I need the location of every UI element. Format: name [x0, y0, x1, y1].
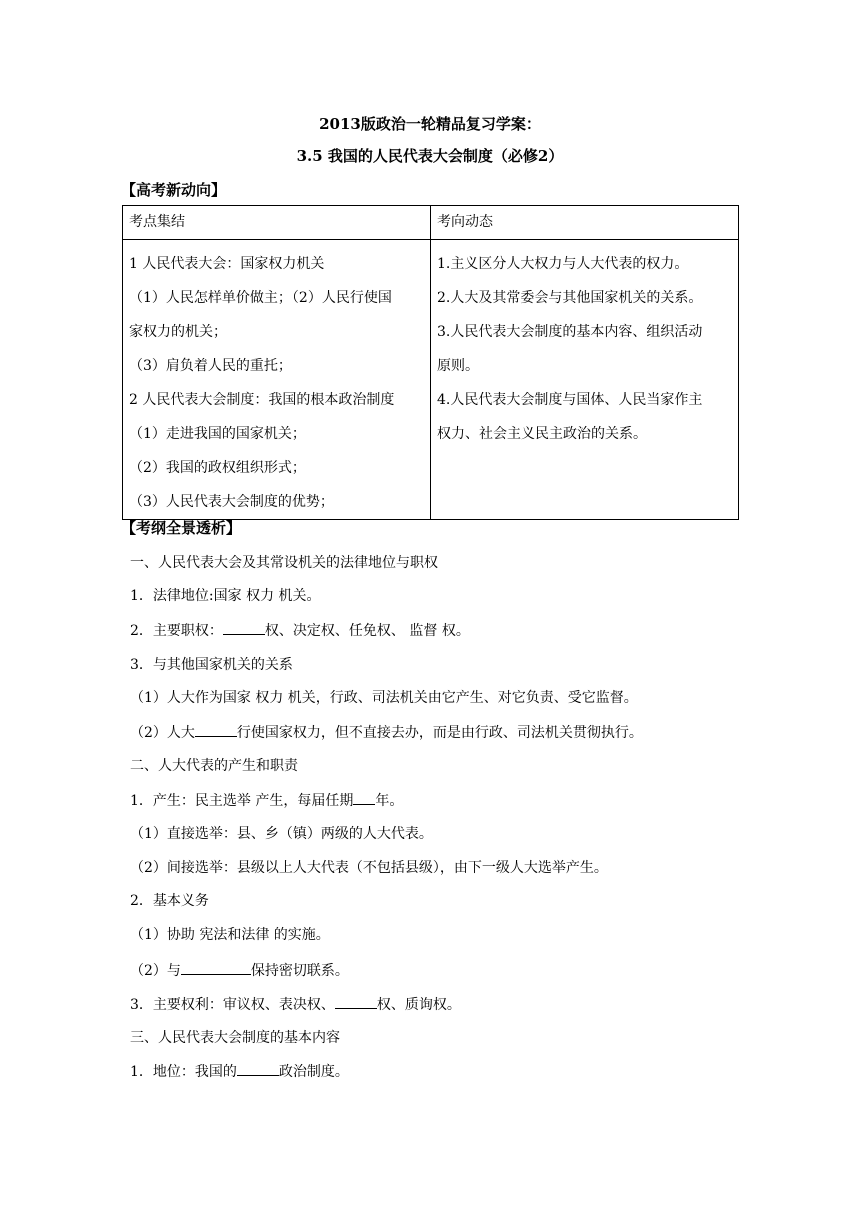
fill-blank[interactable]: [223, 620, 265, 635]
text-fragment: 行使国家权力，但不直接去办，而是由行政、司法机关贯彻执行。: [236, 725, 643, 741]
document-subtitle: 3.5 我国的人民代表大会制度（必修2）: [296, 147, 564, 165]
body-line: [130, 790, 403, 811]
fill-blank[interactable]: [181, 960, 251, 975]
table-body-row: [123, 240, 739, 520]
text-fragment: 权、决定权、任免权、 监督 权。: [264, 623, 470, 639]
table-header-row: [123, 206, 739, 240]
heading-line: 一、人民代表大会及其常设机关的法律地位与职权: [130, 555, 438, 571]
body-line: （1）协助 宪法和法律 的实施。: [130, 927, 330, 943]
trend-line: 4.人民代表大会制度与国体、人民当家作主: [437, 392, 703, 408]
text-fragment: 权、质询权。: [376, 997, 461, 1013]
table-header-points: 考点集结: [123, 206, 431, 240]
text-fragment: 年。: [375, 793, 404, 809]
point-line: （3）肩负着人民的重托；: [129, 358, 292, 374]
table-header-trends: 考向动态: [431, 206, 739, 240]
text-fragment: 政治制度。: [278, 1064, 349, 1080]
body-line: [130, 722, 643, 743]
point-line: 2 人民代表大会制度：我国的根本政治制度: [129, 392, 395, 408]
trend-line: 原则。: [437, 358, 479, 374]
text-fragment: 1．地位：我国的: [130, 1064, 237, 1080]
key-points-table: [122, 205, 739, 520]
section-heading-outline: 【考纲全景透析】: [121, 519, 242, 537]
text-fragment: （2）与: [130, 963, 181, 979]
trend-line: 2.人大及其常委会与其他国家机关的关系。: [437, 290, 703, 306]
point-line: （1）人民怎样单价做主；（2）人民行使国: [129, 290, 392, 306]
body-line: 2．基本义务: [130, 893, 209, 909]
text-fragment: 1．产生：民主选举 产生，每届任期: [130, 793, 354, 809]
text-fragment: 2．主要职权：: [130, 623, 223, 639]
body-line: [130, 960, 349, 981]
point-line: （2）我国的政权组织形式；: [129, 460, 306, 476]
heading-line: 三、人民代表大会制度的基本内容: [130, 1030, 340, 1046]
text-fragment: 3．主要权利：审议权、表决权、: [130, 997, 335, 1013]
trend-line: 1.主义区分人大权力与人大代表的权力。: [437, 256, 689, 272]
point-line: 家权力的机关；: [129, 324, 227, 340]
fill-blank[interactable]: [353, 790, 375, 805]
table-cell-points: [123, 240, 431, 520]
document-title: 2013版政治一轮精品复习学案：: [319, 115, 541, 133]
text-fragment: 保持密切联系。: [250, 963, 349, 979]
trend-line: 权力、社会主义民主政治的关系。: [437, 426, 647, 442]
body-line: （1）直接选举：县、乡（镇）两级的人大代表。: [130, 826, 433, 842]
table-cell-trends: [431, 240, 739, 520]
body-line: （1）人大作为国家 权力 机关，行政、司法机关由它产生、对它负责、受它监督。: [130, 690, 638, 706]
heading-line: 二、人大代表的产生和职责: [130, 758, 298, 774]
body-line: 1．法律地位:国家 权力 机关。: [130, 588, 321, 604]
text-fragment: （2）人大: [130, 725, 195, 741]
fill-blank[interactable]: [237, 1061, 279, 1076]
section-heading-trends: 【高考新动向】: [121, 181, 227, 199]
body-line: （2）间接选举：县级以上人大代表（不包括县级），由下一级人大选举产生。: [130, 860, 608, 876]
trend-line: 3.人民代表大会制度的基本内容、组织活动: [437, 324, 703, 340]
point-line: 1 人民代表大会：国家权力机关: [129, 256, 325, 272]
point-line: （3）人民代表大会制度的优势；: [129, 494, 334, 510]
body-line: [130, 994, 461, 1015]
fill-blank[interactable]: [335, 994, 377, 1009]
point-line: （1）走进我国的国家机关；: [129, 426, 306, 442]
body-line: [130, 1061, 349, 1082]
body-line: [130, 620, 470, 641]
fill-blank[interactable]: [195, 722, 237, 737]
body-line: 3．与其他国家机关的关系: [130, 657, 293, 673]
